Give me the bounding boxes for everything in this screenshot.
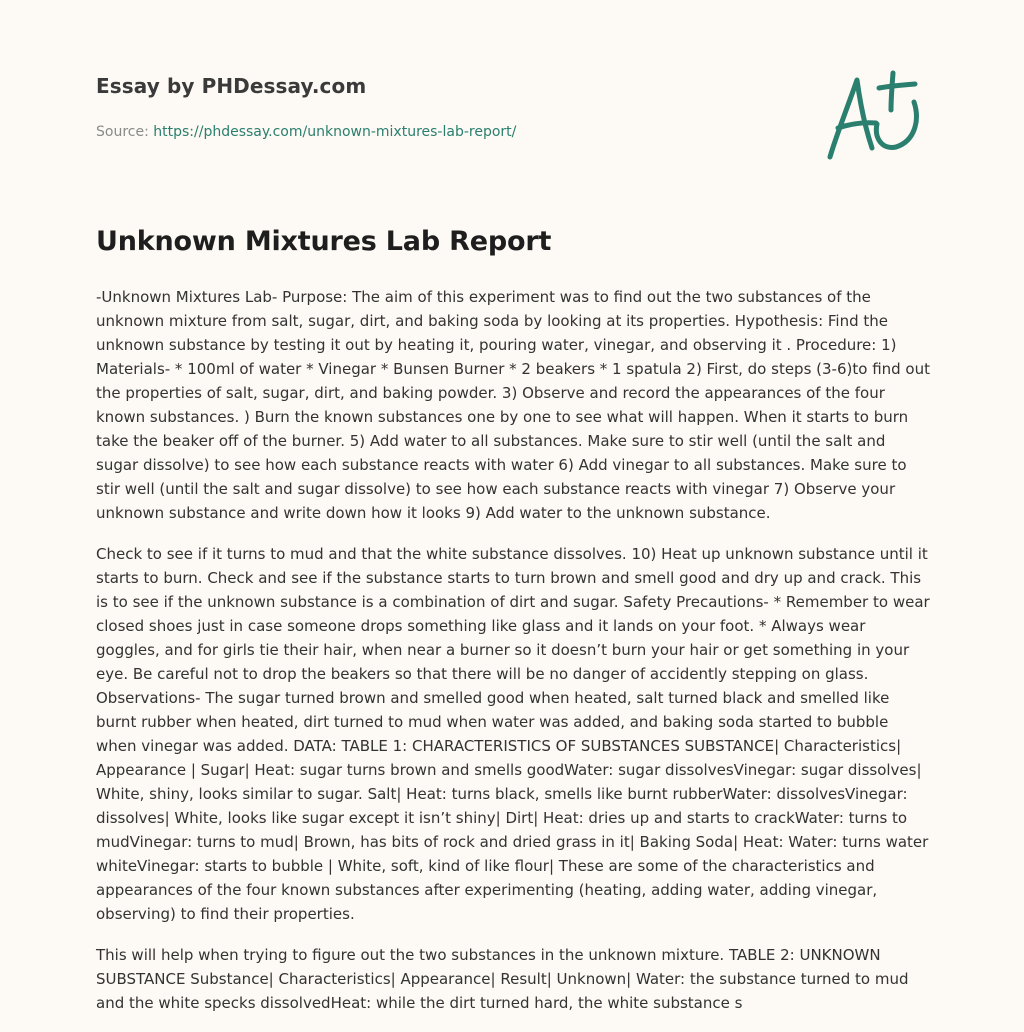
plus-horizontal-stroke xyxy=(879,84,915,88)
site-brand: Essay by PHDessay.com xyxy=(96,74,367,98)
paragraph: This will help when trying to figure out the two substances in the unknown mixture. TABLE 2: UNKNOWN SUBSTANCE Substance| Characteristics| Appearance| Result| Unknown| Water: the substance turned to mud and the white specks dissolvedHeat: while the dirt turned hard, the white substance s xyxy=(96,946,909,1012)
a-letter-stroke xyxy=(830,80,872,157)
plus-vertical-stroke xyxy=(891,73,893,110)
document-body xyxy=(96,285,932,1032)
page-header xyxy=(96,74,796,140)
document-title: Unknown Mixtures Lab Report xyxy=(96,226,552,257)
paragraph: -Unknown Mixtures Lab- Purpose: The aim of this experiment was to find out the two substances of the unknown mixture from salt, sugar, dirt, and baking soda by looking at its properties. Hypothesis: Find the unknown substance by testing it out by heating it, pouring water, vinegar, and observing it . Procedure: 1) Materials- * 100ml of water * Vinegar * Bunsen Burner * 2 beakers * 1 spatula 2) First, do steps (3-6)to find out the properties of salt, sugar, dirt, and baking powder. 3) Observe and record the appearances of the four known substances. ) Burn the known substances one by one to see what will happen. When it starts to burn take the beaker off of the burner. 5) Add water to all substances. Make sure to stir well (until the salt and sugar dissolve) to see how each substance reacts with water 6) Add vinegar to all substances. Make sure to stir well (until the salt and sugar dissolve) to see how each substance reacts with vinegar 7) Observe your unknown substance and write down how it looks 9) Add water to the unknown substance. xyxy=(96,288,931,522)
a-plus-grade-icon xyxy=(824,66,928,166)
source-line xyxy=(96,124,796,140)
source-label: Source: xyxy=(96,124,154,140)
source-link[interactable]: https://phdessay.com/unknown-mixtures-lab-report/ xyxy=(153,124,517,140)
smile-curve-stroke xyxy=(876,102,916,147)
paragraph: Check to see if it turns to mud and that the white substance dissolves. 10) Heat up unknown substance until it starts to burn. Check and see if the substance starts to turn brown and smell good and dry up and crack. This is to see if the unknown substance is a combination of dirt and sugar. Safety Precautions- * Remember to wear closed shoes just in case someone drops something like glass and it lands on your foot. * Always wear goggles, and for girls tie their hair, when near a burner so it doesn’t burn your hair or get something in your eye. Be careful not to drop the beakers so that there will be no danger of accidently stepping on glass. Observations- The sugar turned brown and smelled good when heated, salt turned black and smelled like burnt rubber when heated, dirt turned to mud when water was added, and baking soda started to bubble when vinegar was added. DATA: TABLE 1: CHARACTERISTICS OF SUBSTANCES SUBSTANCE| Characteristics| Appearance | Sugar| Heat: sugar turns brown and smells goodWater: sugar dissolvesVinegar: sugar dissolves| White, shiny, looks similar to sugar. Salt| Heat: turns black, smells like burnt rubberWater: dissolvesVinegar: dissolves| White, looks like sugar except it isn’t shiny| Dirt| Heat: dries up and starts to crackWater: turns to mudVinegar: turns to mud| Brown, has bits of rock and dried grass in it| Baking Soda| Heat: Water: turns water whiteVinegar: starts to bubble | White, soft, kind of like flour| These are some of the characteristics and appearances of the four known substances after experimenting (heating, adding water, adding vinegar, observing) to find their properties. xyxy=(96,545,930,923)
